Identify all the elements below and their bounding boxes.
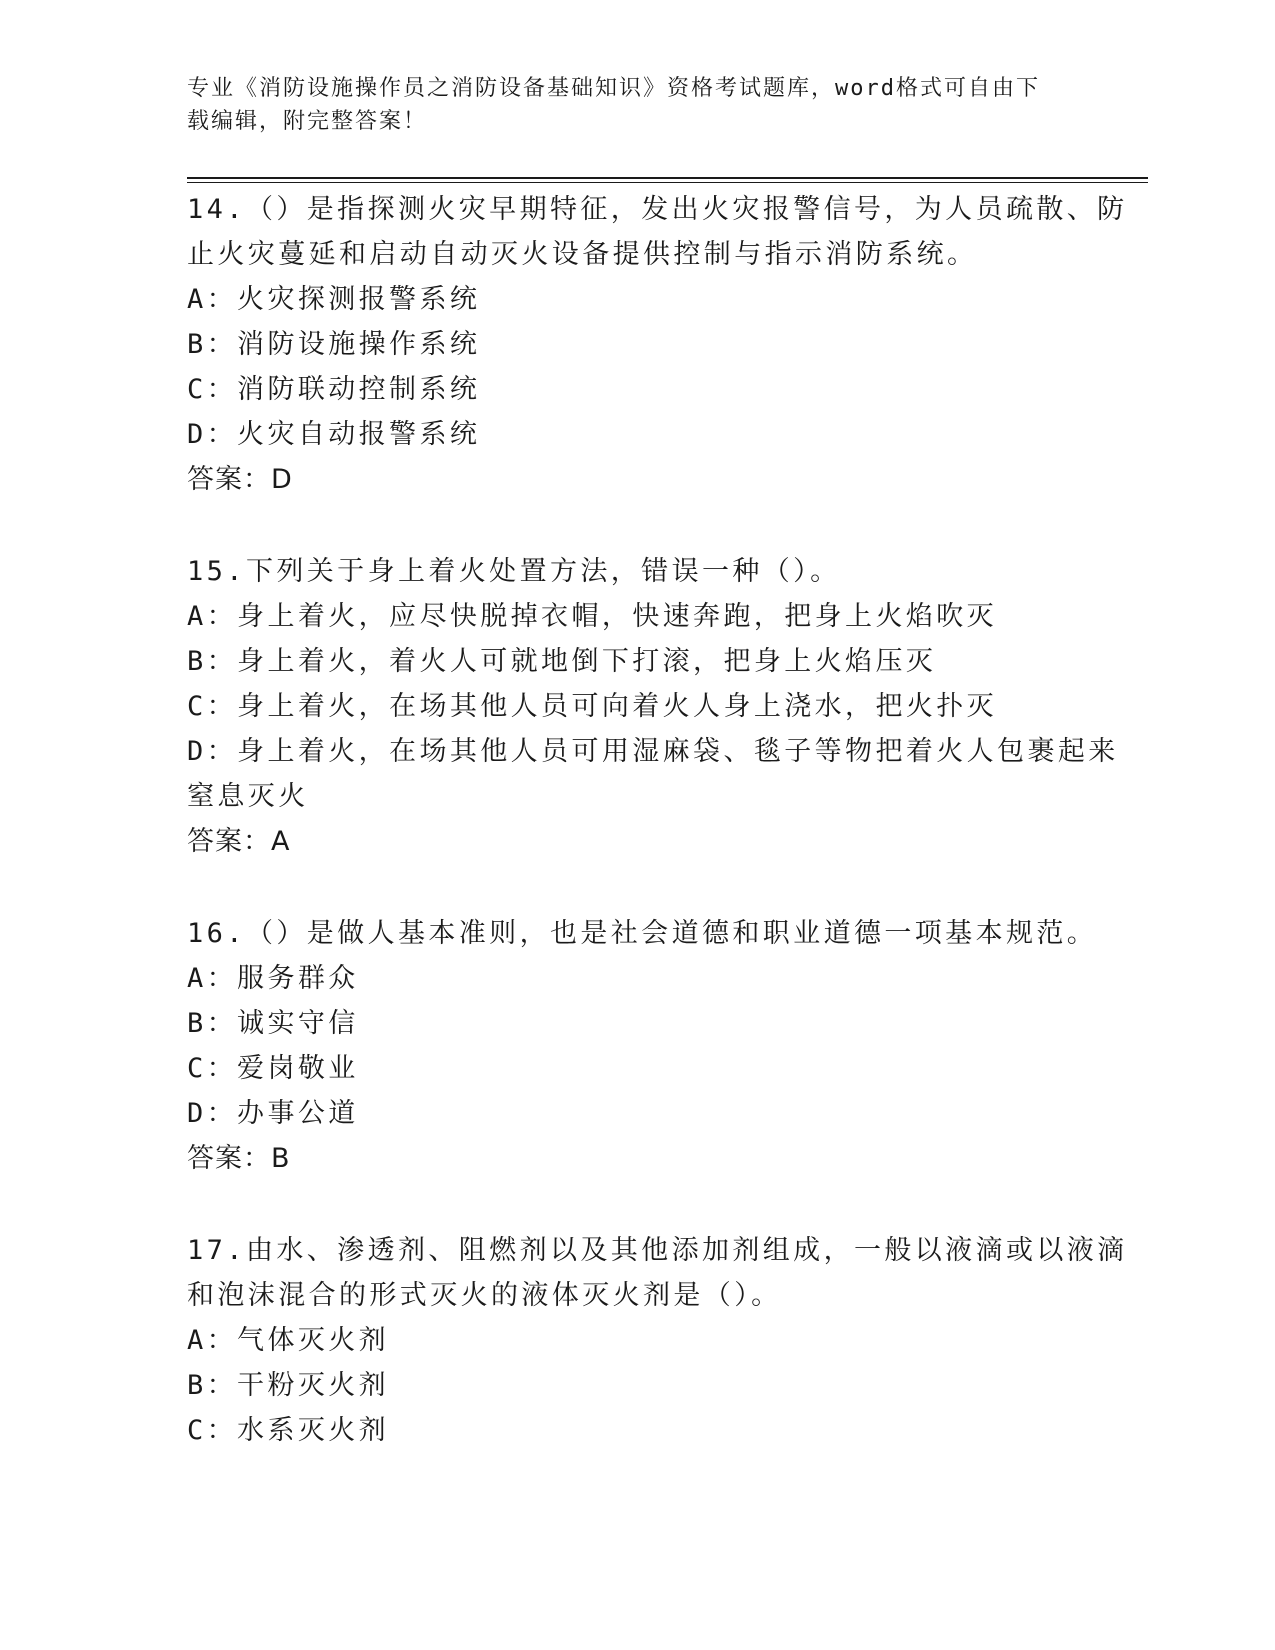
header-divider-thick [187,177,1148,179]
question-list [187,187,1128,1500]
question-stem: 16.（）是做人基本准则，也是社会道德和职业道德一项基本规范。 [187,918,1098,949]
answer-line: 答案：D [187,464,293,495]
option-c: C：水系灭火剂 [187,1415,390,1446]
option-c: C：消防联动控制系统 [187,374,481,405]
option-a: A：身上着火，应尽快脱掉衣帽，快速奔跑，把身上火焰吹灭 [187,601,998,632]
question-17 [187,1228,1128,1453]
answer-line: 答案：A [187,826,291,857]
option-b: B：干粉灭火剂 [187,1370,390,1401]
document-header [187,72,1067,138]
option-d: D：办事公道 [187,1098,359,1129]
question-stem: 和泡沫混合的形式灭火的液体灭火剂是（）。 [187,1280,782,1311]
option-d: D：身上着火，在场其他人员可用湿麻袋、毯子等物把着火人包裹起来 [187,736,1119,767]
option-a: A：服务群众 [187,963,359,994]
question-14 [187,187,1128,502]
question-15 [187,549,1119,864]
option-c: C：爱岗敬业 [187,1053,359,1084]
answer-line: 答案：B [187,1143,291,1174]
header-line-1: 专业《消防设施操作员之消防设备基础知识》资格考试题库，word格式可自由下 [187,76,1040,101]
question-stem: 17.由水、渗透剂、阻燃剂以及其他添加剂组成，一般以液滴或以液滴 [187,1235,1128,1266]
option-d: D：火灾自动报警系统 [187,419,481,450]
option-b: B：消防设施操作系统 [187,329,481,360]
question-stem: 止火灾蔓延和启动自动灭火设备提供控制与指示消防系统。 [187,239,978,270]
question-16 [187,911,1098,1181]
option-c: C：身上着火，在场其他人员可向着火人身上浇水，把火扑灭 [187,691,998,722]
option-a: A：气体灭火剂 [187,1325,390,1356]
question-stem: 14.（）是指探测火灾早期特征，发出火灾报警信号，为人员疏散、防 [187,194,1128,225]
question-stem: 15.下列关于身上着火处置方法，错误一种（）。 [187,556,841,587]
option-a: A：火灾探测报警系统 [187,284,481,315]
option-b: B：身上着火，着火人可就地倒下打滚，把身上火焰压灭 [187,646,937,677]
option-d-continued: 窒息灭火 [187,781,309,812]
option-b: B：诚实守信 [187,1008,359,1039]
header-divider-thin [187,182,1148,183]
header-line-2: 载编辑，附完整答案！ [187,109,428,134]
